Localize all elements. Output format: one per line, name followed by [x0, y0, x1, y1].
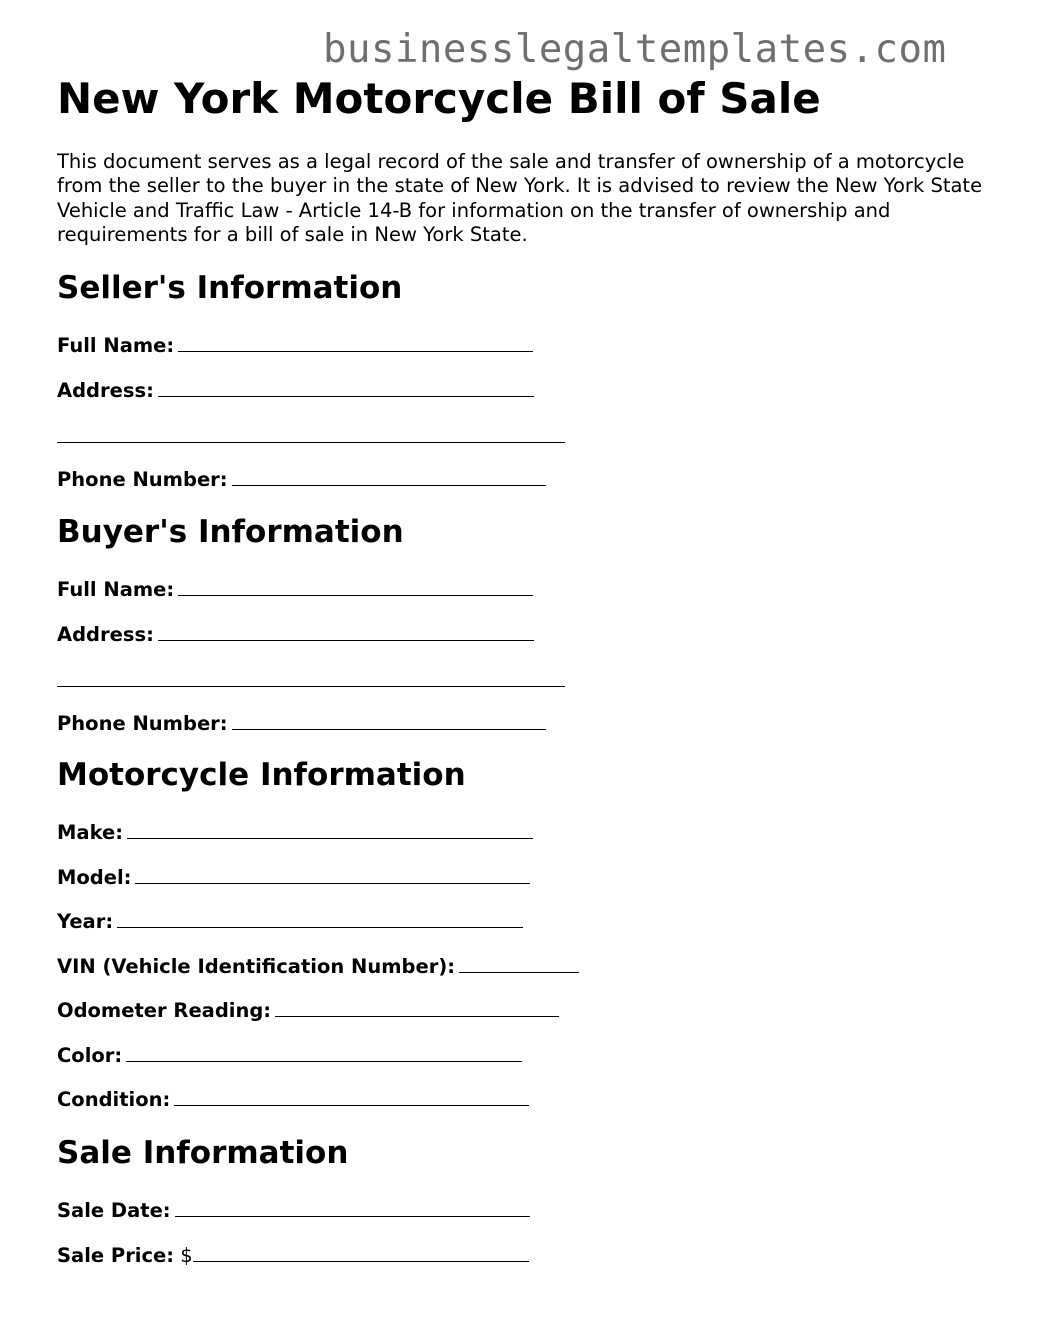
sale-section-heading: Sale Information — [57, 1135, 349, 1171]
seller-address-line-2[interactable] — [57, 442, 565, 443]
seller-full-name-field[interactable] — [57, 334, 533, 357]
buyer-full-name-label: Full Name: — [57, 578, 175, 601]
model-field[interactable] — [57, 866, 530, 889]
buyer-phone-label: Phone Number: — [57, 712, 228, 735]
motorcycle-section-heading: Motorcycle Information — [57, 757, 466, 793]
vin-label: VIN (Vehicle Identification Number): — [57, 955, 456, 978]
make-label: Make: — [57, 821, 124, 844]
condition-line[interactable] — [174, 1090, 529, 1106]
sale-date-label: Sale Date: — [57, 1199, 171, 1222]
make-field[interactable] — [57, 821, 533, 844]
seller-phone-label: Phone Number: — [57, 468, 228, 491]
buyer-phone-field[interactable] — [57, 712, 546, 735]
buyer-address-line[interactable] — [158, 625, 534, 641]
model-label: Model: — [57, 866, 132, 889]
sale-price-field[interactable] — [57, 1244, 529, 1267]
sale-date-field[interactable] — [57, 1199, 530, 1222]
dollar-sign: $ — [180, 1244, 193, 1267]
document-title: New York Motorcycle Bill of Sale — [57, 74, 821, 123]
seller-address-label: Address: — [57, 379, 154, 402]
buyer-full-name-line[interactable] — [178, 580, 533, 596]
seller-phone-line[interactable] — [232, 470, 546, 486]
intro-paragraph: This document serves as a legal record of the sale and transfer of ownership of a motorcycle from the seller to the buyer in the state of New York. It is advised to review the New York State Vehicle and Traffic Law - Article 14-B for information on the transfer of ownership and requirements for a bill of sale in New York State. — [57, 150, 983, 246]
seller-phone-field[interactable] — [57, 468, 546, 491]
buyer-full-name-field[interactable] — [57, 578, 533, 601]
condition-field[interactable] — [57, 1088, 529, 1111]
seller-full-name-line[interactable] — [178, 336, 533, 352]
vin-field[interactable] — [57, 955, 579, 978]
year-line[interactable] — [117, 912, 523, 928]
seller-address-field[interactable] — [57, 379, 534, 402]
sale-price-line[interactable] — [193, 1246, 529, 1262]
color-line[interactable] — [126, 1046, 522, 1062]
seller-section-heading: Seller's Information — [57, 270, 403, 306]
odometer-line[interactable] — [275, 1001, 559, 1017]
buyer-section-heading: Buyer's Information — [57, 514, 404, 550]
buyer-address-field[interactable] — [57, 623, 534, 646]
sale-date-line[interactable] — [175, 1201, 530, 1217]
year-label: Year: — [57, 910, 114, 933]
condition-label: Condition: — [57, 1088, 171, 1111]
sale-price-label: Sale Price: — [57, 1244, 175, 1267]
seller-address-line[interactable] — [158, 381, 534, 397]
year-field[interactable] — [57, 910, 523, 933]
buyer-address-label: Address: — [57, 623, 154, 646]
model-line[interactable] — [135, 868, 530, 884]
make-line[interactable] — [127, 823, 533, 839]
odometer-field[interactable] — [57, 999, 559, 1022]
seller-full-name-label: Full Name: — [57, 334, 175, 357]
vin-line[interactable] — [459, 957, 579, 973]
buyer-address-line-2[interactable] — [57, 686, 565, 687]
watermark-text: businesslegaltemplates.com — [323, 27, 947, 72]
color-label: Color: — [57, 1044, 123, 1067]
buyer-phone-line[interactable] — [232, 714, 546, 730]
color-field[interactable] — [57, 1044, 522, 1067]
odometer-label: Odometer Reading: — [57, 999, 272, 1022]
